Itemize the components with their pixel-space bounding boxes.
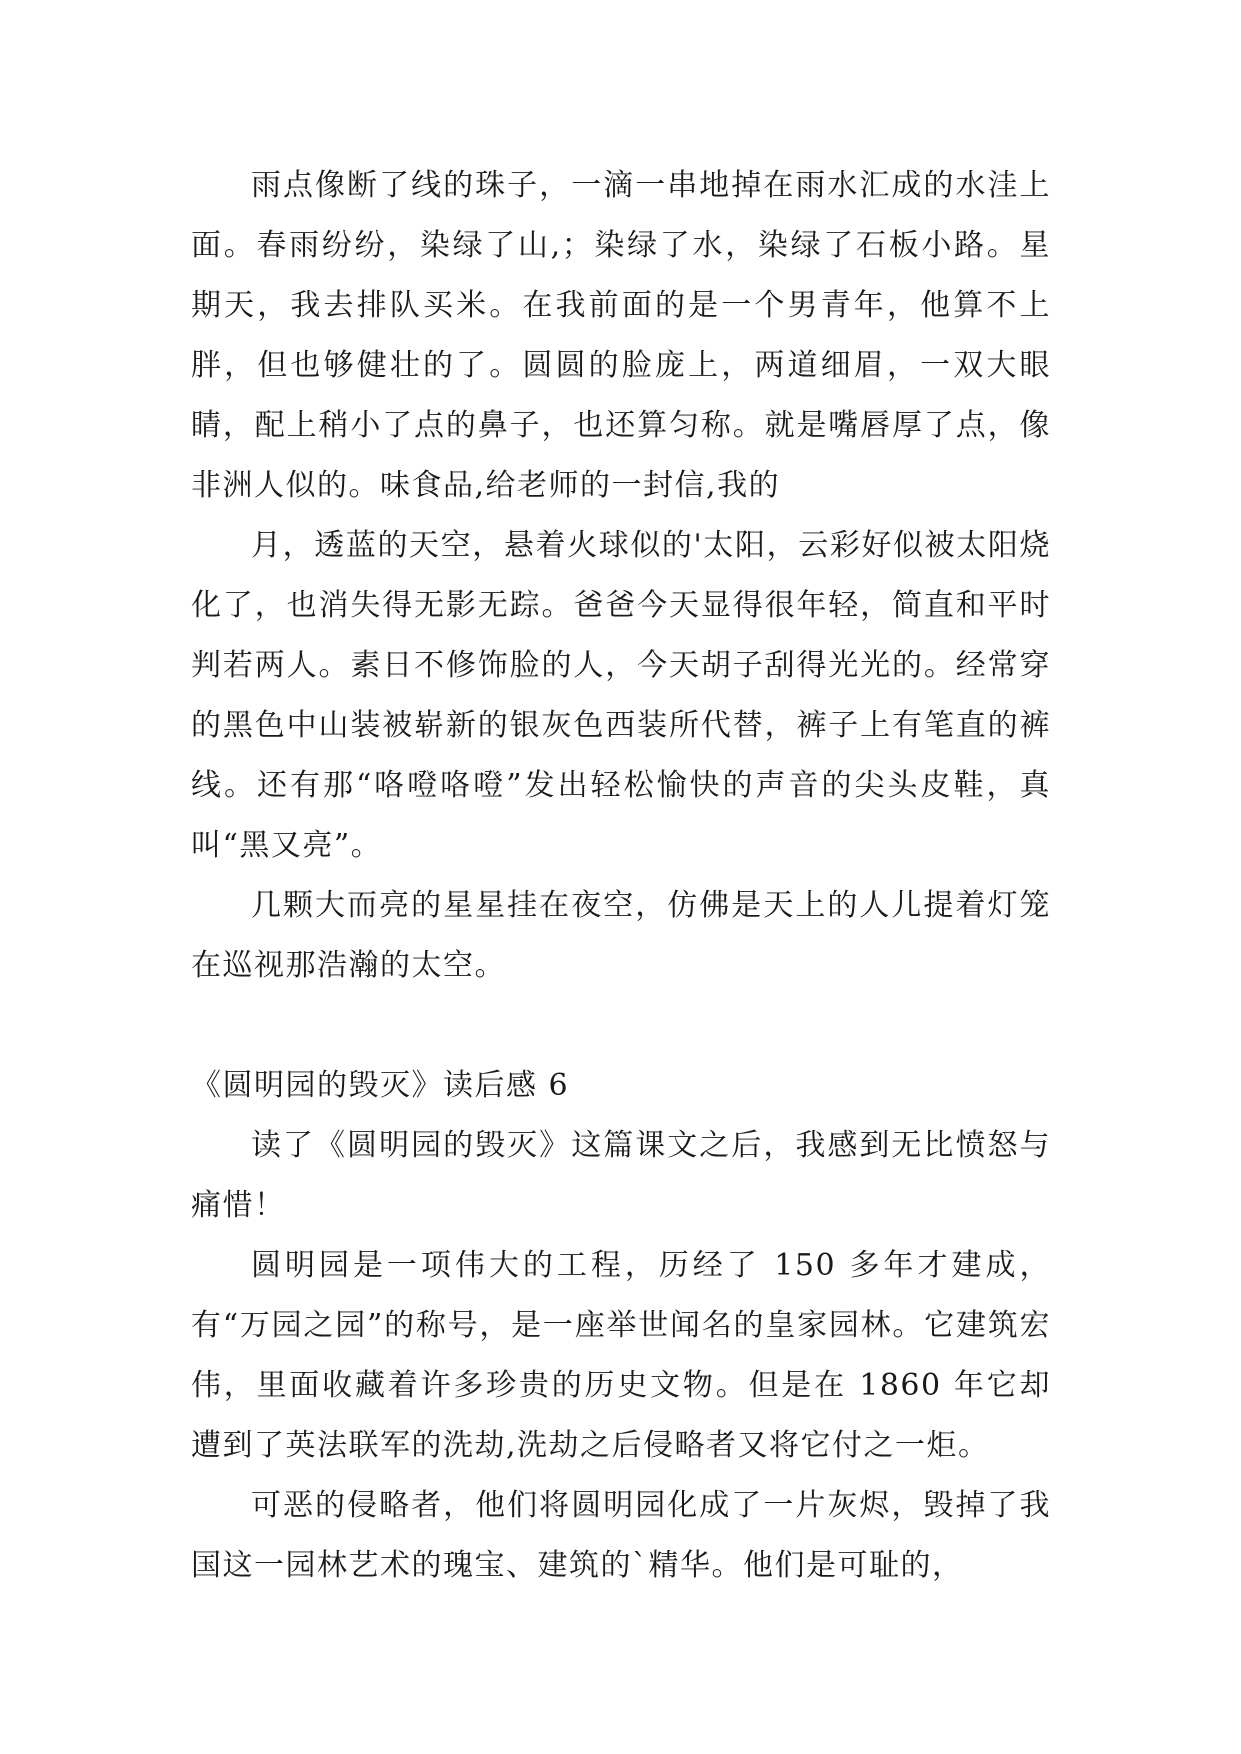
paragraph-intro: 读了《圆明园的毁灭》这篇课文之后，我感到无比愤怒与痛惜！: [191, 1128, 1051, 1223]
document-body: [191, 156, 1051, 1596]
paragraph-history: 圆明园是一项伟大的工程，历经了 150 多年才建成，有“万园之园”的称号，是一座举世闻名的皇家园林。它建筑宏伟，里面收藏着许多珍贵的历史文物。但是在 1860 年它却遭到了英法联军的洗劫,洗劫之后侵略者又将它付之一炬。: [191, 1248, 1051, 1463]
paragraph-rain: 雨点像断了线的珠子，一滴一串地掉在雨水汇成的水洼上面。春雨纷纷，染绿了山,；染绿了水，染绿了石板小路。星期天，我去排队买米。在我前面的是一个男青年，他算不上胖，但也够健壮的了。圆圆的脸庞上，两道细眉，一双大眼睛，配上稍小了点的鼻子，也还算匀称。就是嘴唇厚了点，像非洲人似的。味食品,给老师的一封信,我的: [191, 168, 1051, 503]
paragraph-sun: 月，透蓝的天空，悬着火球似的'太阳，云彩好似被太阳烧化了，也消失得无影无踪。爸爸今天显得很年轻，简直和平时判若两人。素日不修饰脸的人，今天胡子刮得光光的。经常穿的黑色中山装被崭新的银灰色西装所代替，裤子上有笔直的裤线。还有那“咯噔咯噔”发出轻松愉快的声音的尖头皮鞋，真叫“黑又亮”。: [191, 528, 1051, 863]
paragraph-invaders: 可恶的侵略者，他们将圆明园化成了一片灰烬，毁掉了我国这一园林艺术的瑰宝、建筑的`精华。他们是可耻的，: [191, 1488, 1051, 1583]
paragraph-stars: 几颗大而亮的星星挂在夜空，仿佛是天上的人儿提着灯笼在巡视那浩瀚的太空。: [191, 888, 1051, 983]
section-heading: 《圆明园的毁灭》读后感 6: [191, 1068, 570, 1103]
